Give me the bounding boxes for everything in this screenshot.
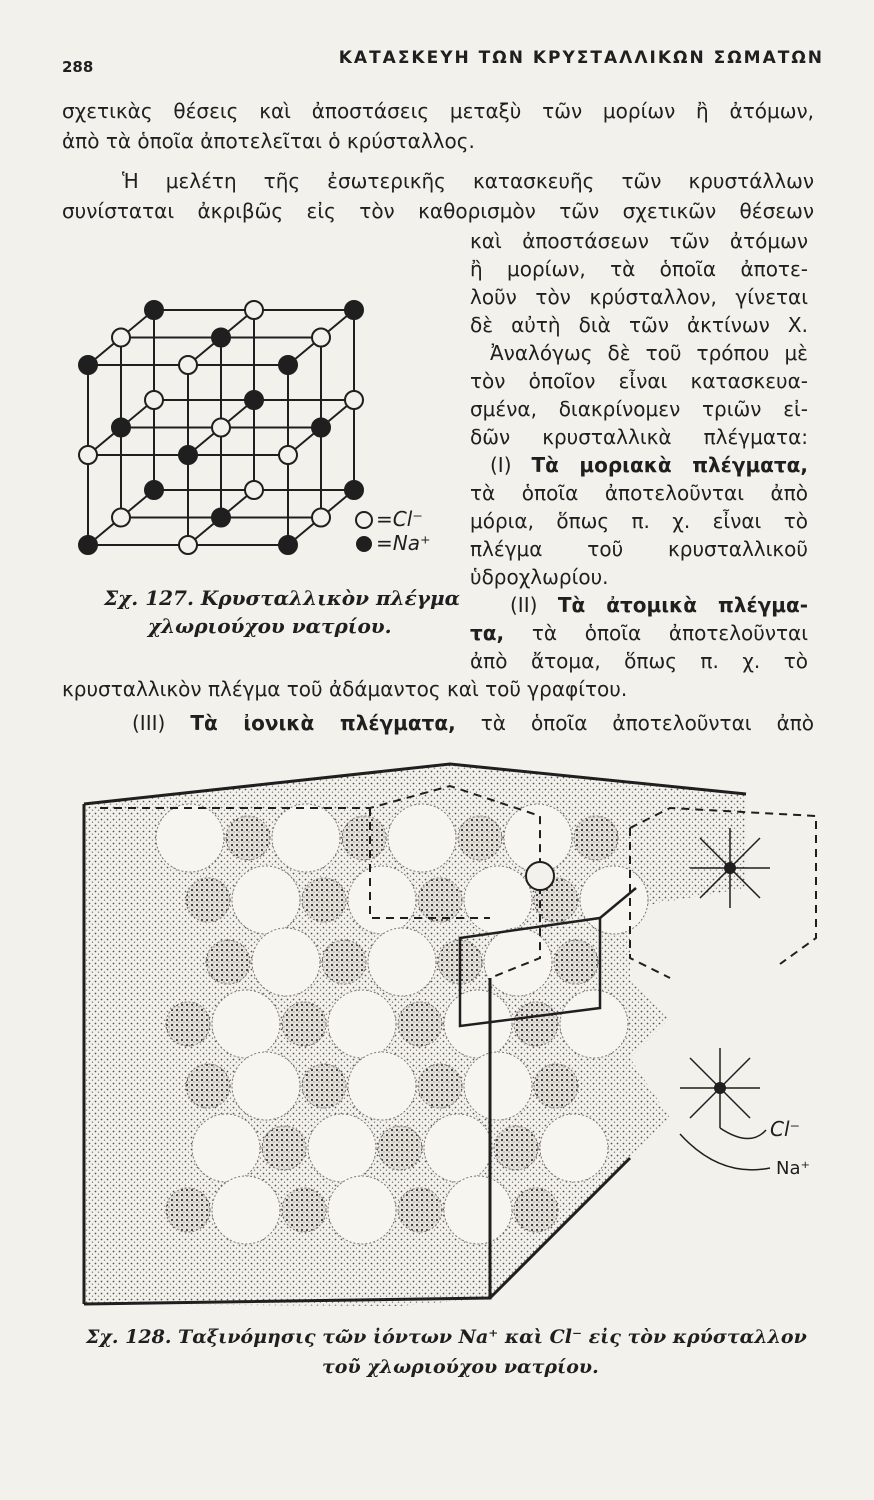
na-ion-sphere — [302, 878, 346, 922]
na-ion-sphere — [418, 878, 462, 922]
na-ion — [279, 536, 297, 554]
text-line: λοῦν τὸν κρύσταλλον, γίνεται — [470, 285, 808, 309]
na-ion-sphere — [282, 1002, 326, 1046]
na-ion-sphere — [418, 1064, 462, 1108]
na-ion — [345, 301, 363, 319]
figure-128-caption-line2: τοῦ χλωριούχου νατρίου. — [322, 1356, 599, 1378]
text-line: δῶν κρυσταλλικὰ πλέγματα: — [470, 425, 808, 449]
lattice-atoms — [79, 301, 363, 554]
list-number: (II) — [510, 593, 538, 617]
text-line: σχετικὰς θέσεις καὶ ἀποστάσεις μεταξὺ τῶν μορίων ἢ ἀτόμων, — [62, 99, 814, 123]
na-ion-sphere — [206, 940, 250, 984]
figure-127-caption: Σχ. 127. Κρυσταλλικὸν πλέγμα — [104, 586, 460, 610]
text-line: συνίσταται ἀκριβῶς εἰς τὸν καθορισμὸν τῶν σχετικῶν θέσεων — [62, 199, 814, 223]
text-line: τὸν ὁποῖον εἶναι κατασκευα- — [470, 369, 808, 393]
cl-ion — [245, 481, 263, 499]
text-line: τὰ ὁποῖα ἀποτελοῦνται ἀπὸ — [470, 481, 808, 505]
na-ion-sphere — [398, 1002, 442, 1046]
cl-ion-sphere — [272, 804, 340, 872]
cl-ion — [212, 419, 230, 437]
na-ion-sphere — [458, 816, 502, 860]
text-line: ἀπὸ τὰ ὁποῖα ἀποτελεῖται ὁ κρύσταλλος. — [62, 129, 475, 153]
na-ion — [79, 356, 97, 374]
cl-ion-sphere — [580, 866, 648, 934]
na-ion-sphere — [514, 1188, 558, 1232]
na-ion — [212, 329, 230, 347]
na-ion-sphere — [166, 1188, 210, 1232]
na-ion — [112, 419, 130, 437]
cl-ion-sphere — [348, 1052, 416, 1120]
na-ion-sphere — [186, 878, 230, 922]
legend-cl-label: =Cl⁻ — [376, 507, 423, 531]
text-line: σμένα, διακρίνομεν τριῶν εἰ- — [470, 397, 808, 421]
cl-ion — [112, 509, 130, 527]
cl-ion-sphere — [368, 928, 436, 996]
text-line: Ἡ μελέτη τῆς ἐσωτερικῆς κατασκευῆς τῶν κρυστάλλων — [122, 169, 814, 193]
na-ion-sphere — [378, 1126, 422, 1170]
cl-ion-sphere — [464, 866, 532, 934]
legend-na-label: =Na⁺ — [376, 531, 431, 555]
text-line: μόρια, ὅπως π. χ. εἶναι τὸ — [470, 509, 808, 533]
cl-ion — [145, 391, 163, 409]
cl-ion-sphere — [388, 804, 456, 872]
na-ion-sphere — [554, 940, 598, 984]
na-ion-sphere — [398, 1188, 442, 1232]
page-number: 288 — [62, 58, 94, 76]
list-number: (I) — [490, 453, 512, 477]
na-ion-sphere — [282, 1188, 326, 1232]
text-line: ὑδροχλωρίου. — [470, 565, 609, 589]
cl-ion-sphere — [232, 1052, 300, 1120]
na-ion-sphere — [186, 1064, 230, 1108]
cl-ion-sphere — [156, 804, 224, 872]
heading-atomic-lattices-cont: τα, — [470, 621, 505, 645]
na-ion — [245, 391, 263, 409]
legend — [356, 507, 431, 555]
text-line: καὶ ἀποστάσεων τῶν ἀτόμων — [470, 229, 808, 253]
cl-ion-legend-marker — [356, 512, 372, 528]
cl-ion-sphere — [540, 1114, 608, 1182]
text-line: ἢ μορίων, τὰ ὁποῖα ἀποτε- — [470, 257, 808, 281]
text-line — [470, 452, 808, 478]
na-ion — [79, 536, 97, 554]
cl-ion-sphere — [424, 1114, 492, 1182]
cl-ion-label: Cl⁻ — [770, 1117, 801, 1141]
figure-127-caption-line2: χλωριούχου νατρίου. — [148, 614, 392, 638]
na-ion-legend-marker — [356, 536, 372, 552]
na-ion — [345, 481, 363, 499]
cl-ion-sphere — [484, 928, 552, 996]
running-title: ΚΑΤΑΣΚΕΥΗ ΤΩΝ ΚΡΥΣΤΑΛΛΙΚΩΝ ΣΩΜΑΤΩΝ — [338, 48, 824, 68]
cl-ion — [179, 536, 197, 554]
cl-ion-sphere — [308, 1114, 376, 1182]
cl-ion-sphere — [560, 990, 628, 1058]
figure-128-caption: Σχ. 128. Ταξινόμησις τῶν ἰόντων Na⁺ καὶ Cl⁻ εἰς τὸν κρύσταλλον — [86, 1326, 807, 1348]
figure-128-ionic-crystal — [70, 758, 830, 1318]
na-ion — [145, 301, 163, 319]
cl-ion-sphere — [212, 1176, 280, 1244]
cl-ion — [112, 329, 130, 347]
na-ion-sphere — [342, 816, 386, 860]
na-label-leader — [680, 1134, 770, 1170]
na-ion-sphere — [534, 1064, 578, 1108]
text-line: δὲ αὐτὴ διὰ τῶν ἀκτίνων Χ. — [470, 313, 808, 337]
na-ion-label: Na⁺ — [776, 1158, 810, 1179]
na-ion-sphere — [322, 940, 366, 984]
cl-ion — [345, 391, 363, 409]
na-ion-sphere — [262, 1126, 306, 1170]
text-line — [62, 710, 814, 736]
cl-ion-sphere — [328, 990, 396, 1058]
cl-ion-sphere — [444, 1176, 512, 1244]
na-ion-marker — [724, 862, 736, 874]
text-line — [470, 592, 808, 618]
text-line — [470, 620, 808, 646]
cl-ion — [179, 356, 197, 374]
na-ion — [312, 419, 330, 437]
text-line: ἀπὸ ἄτομα, ὅπως π. χ. τὸ — [470, 649, 808, 673]
na-ion-marker — [714, 1082, 726, 1094]
text-line: κρυσταλλικὸν πλέγμα τοῦ ἀδάμαντος καὶ τοῦ γραφίτου. — [62, 677, 628, 701]
cl-ion-sphere — [328, 1176, 396, 1244]
list-number: (III) — [132, 711, 166, 735]
na-ion — [279, 356, 297, 374]
cl-ion-sphere — [464, 1052, 532, 1120]
na-ion-sphere — [302, 1064, 346, 1108]
cl-ion-sphere — [192, 1114, 260, 1182]
na-ion — [179, 446, 197, 464]
cl-ion-sphere — [232, 866, 300, 934]
cl-ion-sphere — [348, 866, 416, 934]
heading-atomic-lattices: Τὰ ἀτομικὰ πλέγμα- — [557, 593, 808, 617]
na-ion-sphere — [166, 1002, 210, 1046]
na-ion — [145, 481, 163, 499]
text-line: Ἀναλόγως δὲ τοῦ τρόπου μὲ — [490, 341, 808, 365]
cl-ion-sphere — [252, 928, 320, 996]
cl-label-leader — [720, 1128, 766, 1139]
cl-ion — [79, 446, 97, 464]
text-span: τὰ ὁποῖα ἀποτελοῦνται ἀπὸ — [480, 711, 815, 735]
running-head — [62, 44, 824, 78]
na-ion — [212, 509, 230, 527]
na-ion-sphere — [574, 816, 618, 860]
cl-ion — [279, 446, 297, 464]
text-span: τὰ ὁποῖα ἀποτελοῦνται — [531, 621, 809, 645]
text-line: πλέγμα τοῦ κρυσταλλικοῦ — [470, 537, 808, 561]
cl-ion-marker — [526, 862, 554, 890]
heading-ionic-lattices: Τὰ ἰονικὰ πλέγματα, — [190, 711, 456, 735]
cl-ion — [312, 509, 330, 527]
na-ion-sphere — [494, 1126, 538, 1170]
cl-ion — [245, 301, 263, 319]
na-ion-sphere — [514, 1002, 558, 1046]
heading-molecular-lattices: Τὰ μοριακὰ πλέγματα, — [531, 453, 809, 477]
cl-ion-sphere — [212, 990, 280, 1058]
figure-127-nacl-lattice — [70, 270, 470, 570]
cl-ion — [312, 329, 330, 347]
na-ion-sphere — [226, 816, 270, 860]
